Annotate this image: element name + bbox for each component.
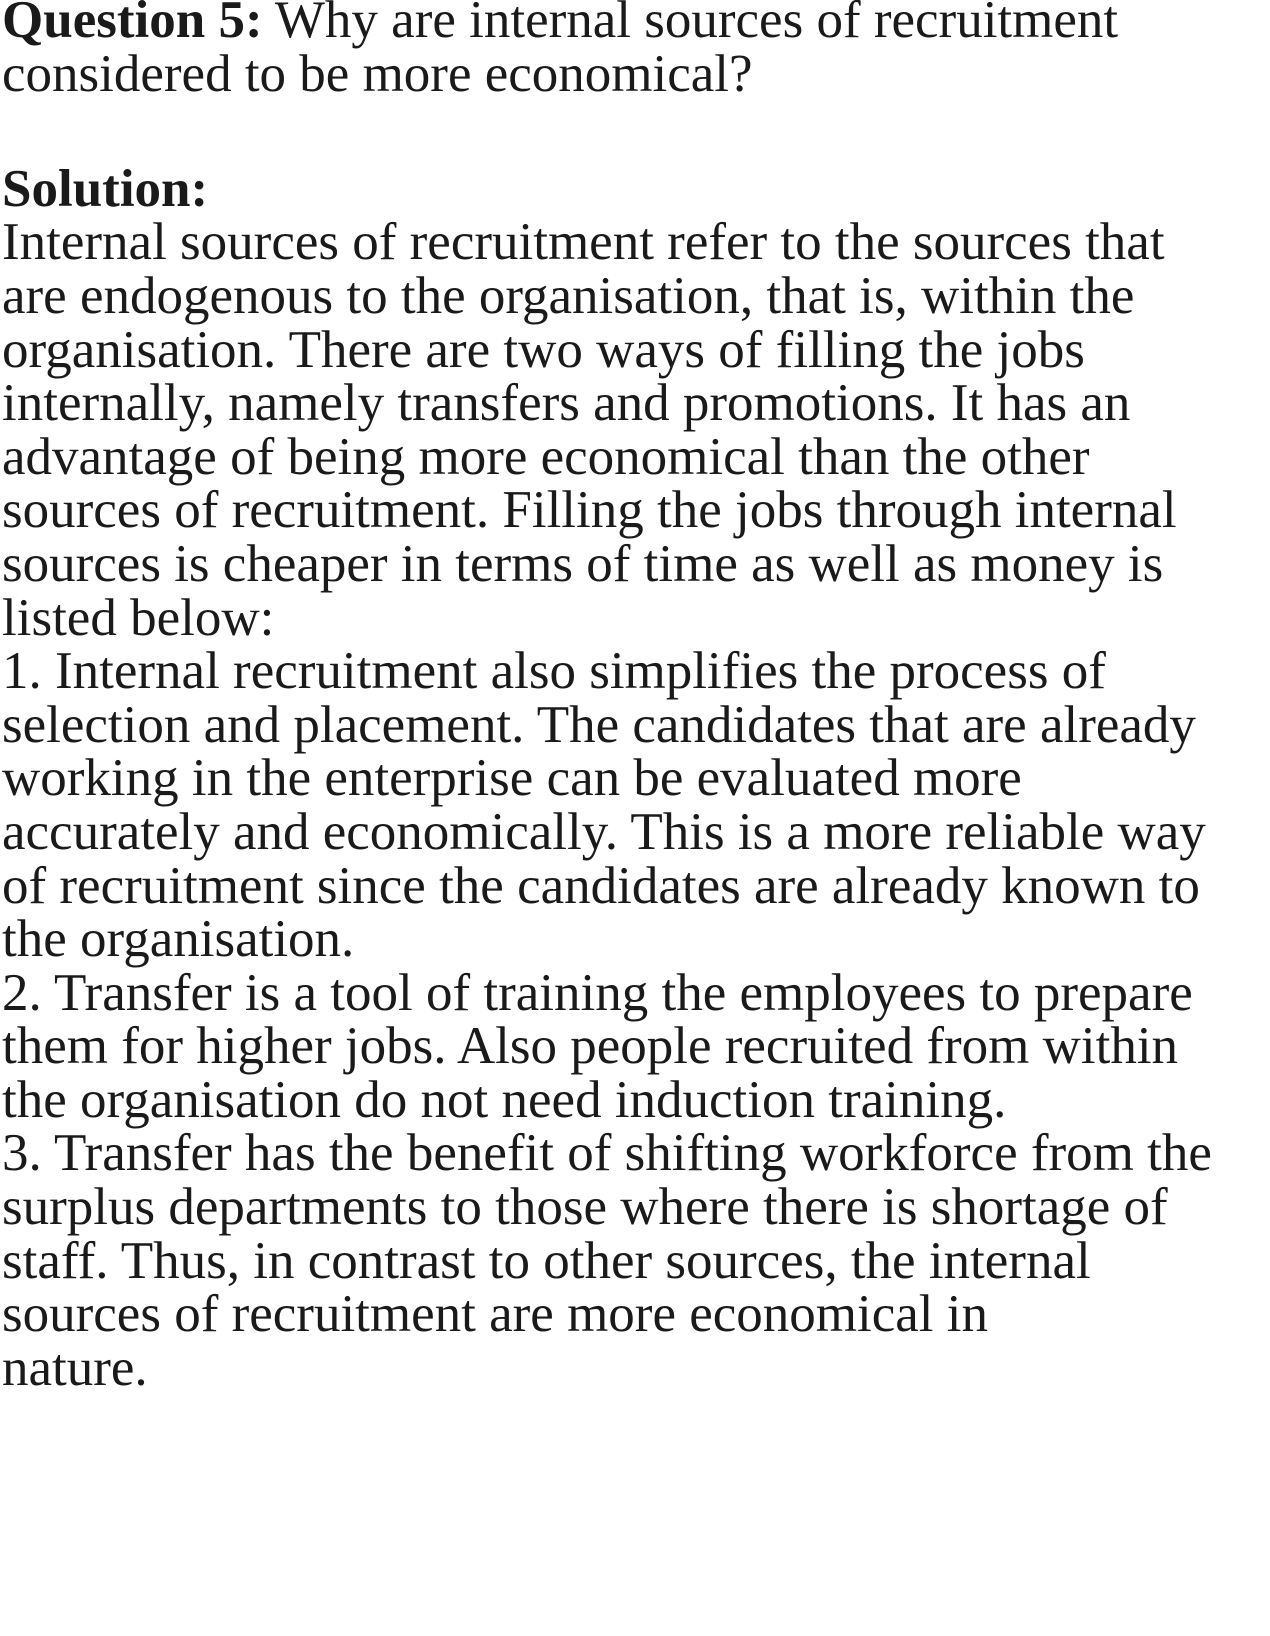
document-page — [2, 0, 1268, 1399]
question-line-2: considered to be more economical? — [2, 44, 753, 103]
solution-line: organisation. There are two ways of filling the jobs — [2, 320, 1085, 379]
solution-line: sources of recruitment. Filling the jobs through internal — [2, 481, 1177, 540]
point-3-line: sources of recruitment are more economical in — [2, 1285, 988, 1344]
point-3-line: 3. Transfer has the benefit of shifting workforce from the — [2, 1124, 1212, 1183]
point-2-line: 2. Transfer is a tool of training the employees to prepare — [2, 963, 1193, 1022]
point-3-line: surplus departments to those where there is shortage of — [2, 1178, 1168, 1237]
question-label: Question 5: — [2, 0, 263, 49]
solution-line: Internal sources of recruitment refer to the sources that — [2, 213, 1165, 272]
point-1-line: the organisation. — [2, 910, 355, 969]
question-text-1: Why are internal sources of recruitment — [262, 0, 1119, 49]
solution-line: listed below: — [2, 588, 275, 647]
solution-line: sources is cheaper in terms of time as well as money is — [2, 534, 1164, 593]
point-3-line: staff. Thus, in contrast to other sources, the internal — [2, 1231, 1091, 1290]
point-2-line: the organisation do not need induction training. — [2, 1070, 1007, 1129]
solution-label: Solution: — [2, 159, 209, 218]
point-2-line: them for higher jobs. Also people recruited from within — [2, 1017, 1179, 1076]
solution-line: advantage of being more economical than the other — [2, 427, 1090, 486]
point-1-line: accurately and economically. This is a more reliable way — [2, 802, 1206, 861]
solution-line: are endogenous to the organisation, that is, within the — [2, 266, 1135, 325]
point-1-line: 1. Internal recruitment also simplifies the process of — [2, 642, 1106, 701]
point-1-line: of recruitment since the candidates are already known to — [2, 856, 1200, 915]
point-3-line: nature. — [2, 1338, 148, 1397]
point-1-line: working in the enterprise can be evaluated more — [2, 749, 1022, 808]
point-1-line: selection and placement. The candidates that are already — [2, 695, 1196, 754]
spacer — [2, 105, 1268, 167]
solution-line: internally, namely transfers and promotions. It has an — [2, 374, 1131, 433]
